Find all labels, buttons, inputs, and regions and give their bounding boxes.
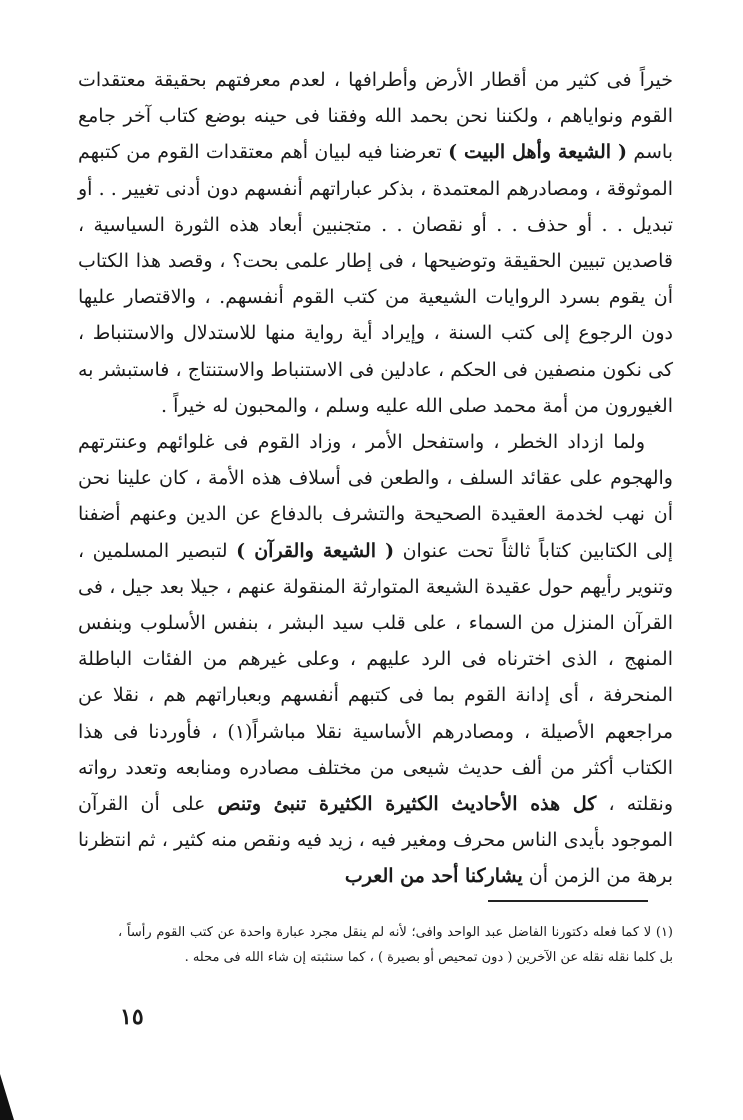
paragraph-2-final-emphasis: يشاركنا أحد من العرب [344,865,523,888]
paragraph-1 [78,62,673,424]
page-number: ١٥ [120,1004,144,1030]
footnote [118,920,673,970]
book-title-shia-ahl-al-bayt: ( الشيعة وأهل البيت ) [448,141,627,164]
footnote-text: (١) لا كما فعله دكتورنا الفاضل عبد الواحد وافى؛ لأنه لم ينقل مجرد عبارة واحدة عن كتب القوم رأساً ، بل كلما نقله نقله عن الآخرين ( دون تمحيص أو بصيرة ) ، كما سنثبته إن شاء الله فى محله . [118,925,673,965]
main-text [78,62,673,895]
paragraph-2-lead: ولما ازداد الخطر ، واستفحل الأمر ، وزاد القوم فى غلوائهم وعنترتهم والهجوم على عقائد السلف ، والطعن فى أسلاف هذه الأمة ، كان علينا نحن أن نهب لخدمة العقيدة الصحيحة والتشرف بالدفاع عن الدين وعنهم أضفنا إلى الكتابين كتاباً ثالثاً تحت عنوان [78,431,674,562]
paragraph-2-middle: لتبصير المسلمين ، وتنوير رأيهم حول عقيدة الشيعة المتوارثة المنقولة عنهم ، جيلا بعد جيل ، فى القرآن المنزل من السماء ، على قلب سيد البشر ، بنفس الأسلوب وبنفس المنهج ، الذى اخترناه فى الرد عليهم ، وعلى غيرهم من الفئات الباطلة المنحرفة ، أى إدانة القوم بما فى كتبهم أنفسهم وبعباراتهم هم ، نقلا عن مراجعهم الأصيلة ، ومصادرهم الأساسية نقلا مباشراً(١) ، فأوردنا فى هذا الكتاب أكثر من ألف حديث شيعى من مختلف مصادره ومنابعه وتعدد رواته ونقلته ، [78,539,674,816]
book-title-shia-quran: ( الشيعة والقرآن ) [236,539,395,562]
paragraph-2-rest: على أن القرآن الموجود بأيدى الناس محرف ومغير فيه ، زيد فيه ونقص منه كثير ، ثم انتظرنا برهة من الزمن أن [78,793,673,888]
page-edge-mark [0,1074,14,1120]
paragraph-2 [78,424,673,895]
paragraph-1-lead: خيراً فى كثير من أقطار الأرض وأطرافها ، لعدم معرفتهم بحقيقة معتقدات القوم ونواياهم ، ولكننا نحن بحمد الله وفقنا فى حينه بوضع كتاب آخر جامع باسم [78,69,673,164]
footnote-divider [488,900,648,902]
paragraph-1-rest: تعرضنا فيه لبيان أهم معتقدات القوم من كتبهم الموثوقة ، ومصادرهم المعتمدة ، بذكر عباراتهم أنفسهم دون أدنى تغيير . . أو تبديل . . أو حذف . . أو نقصان . . متجنبين أبعاد هذه الثورة السياسية ، قاصدين تبيين الحقيقة وتوضيحها ، فى إطار علمى بحت؟ ، وقصد هذا الكتاب أن يقوم بسرد الروايات الشيعية من كتب القوم أنفسهم. ، والاقتصار عليها دون الرجوع إلى كتب السنة ، وإيراد أية رواية منها للاستدلال والاستنباط ، كى نكون منصفين فى الحكم ، عادلين فى الاستنباط والاستنتاج ، فاستبشر به الغيورون من أمة محمد صلى الله عليه وسلم ، والمحبون له خيراً . [78,141,674,417]
paragraph-2-emphasis: كل هذه الأحاديث الكثيرة الكثيرة تنبئ وتنص [217,793,597,816]
